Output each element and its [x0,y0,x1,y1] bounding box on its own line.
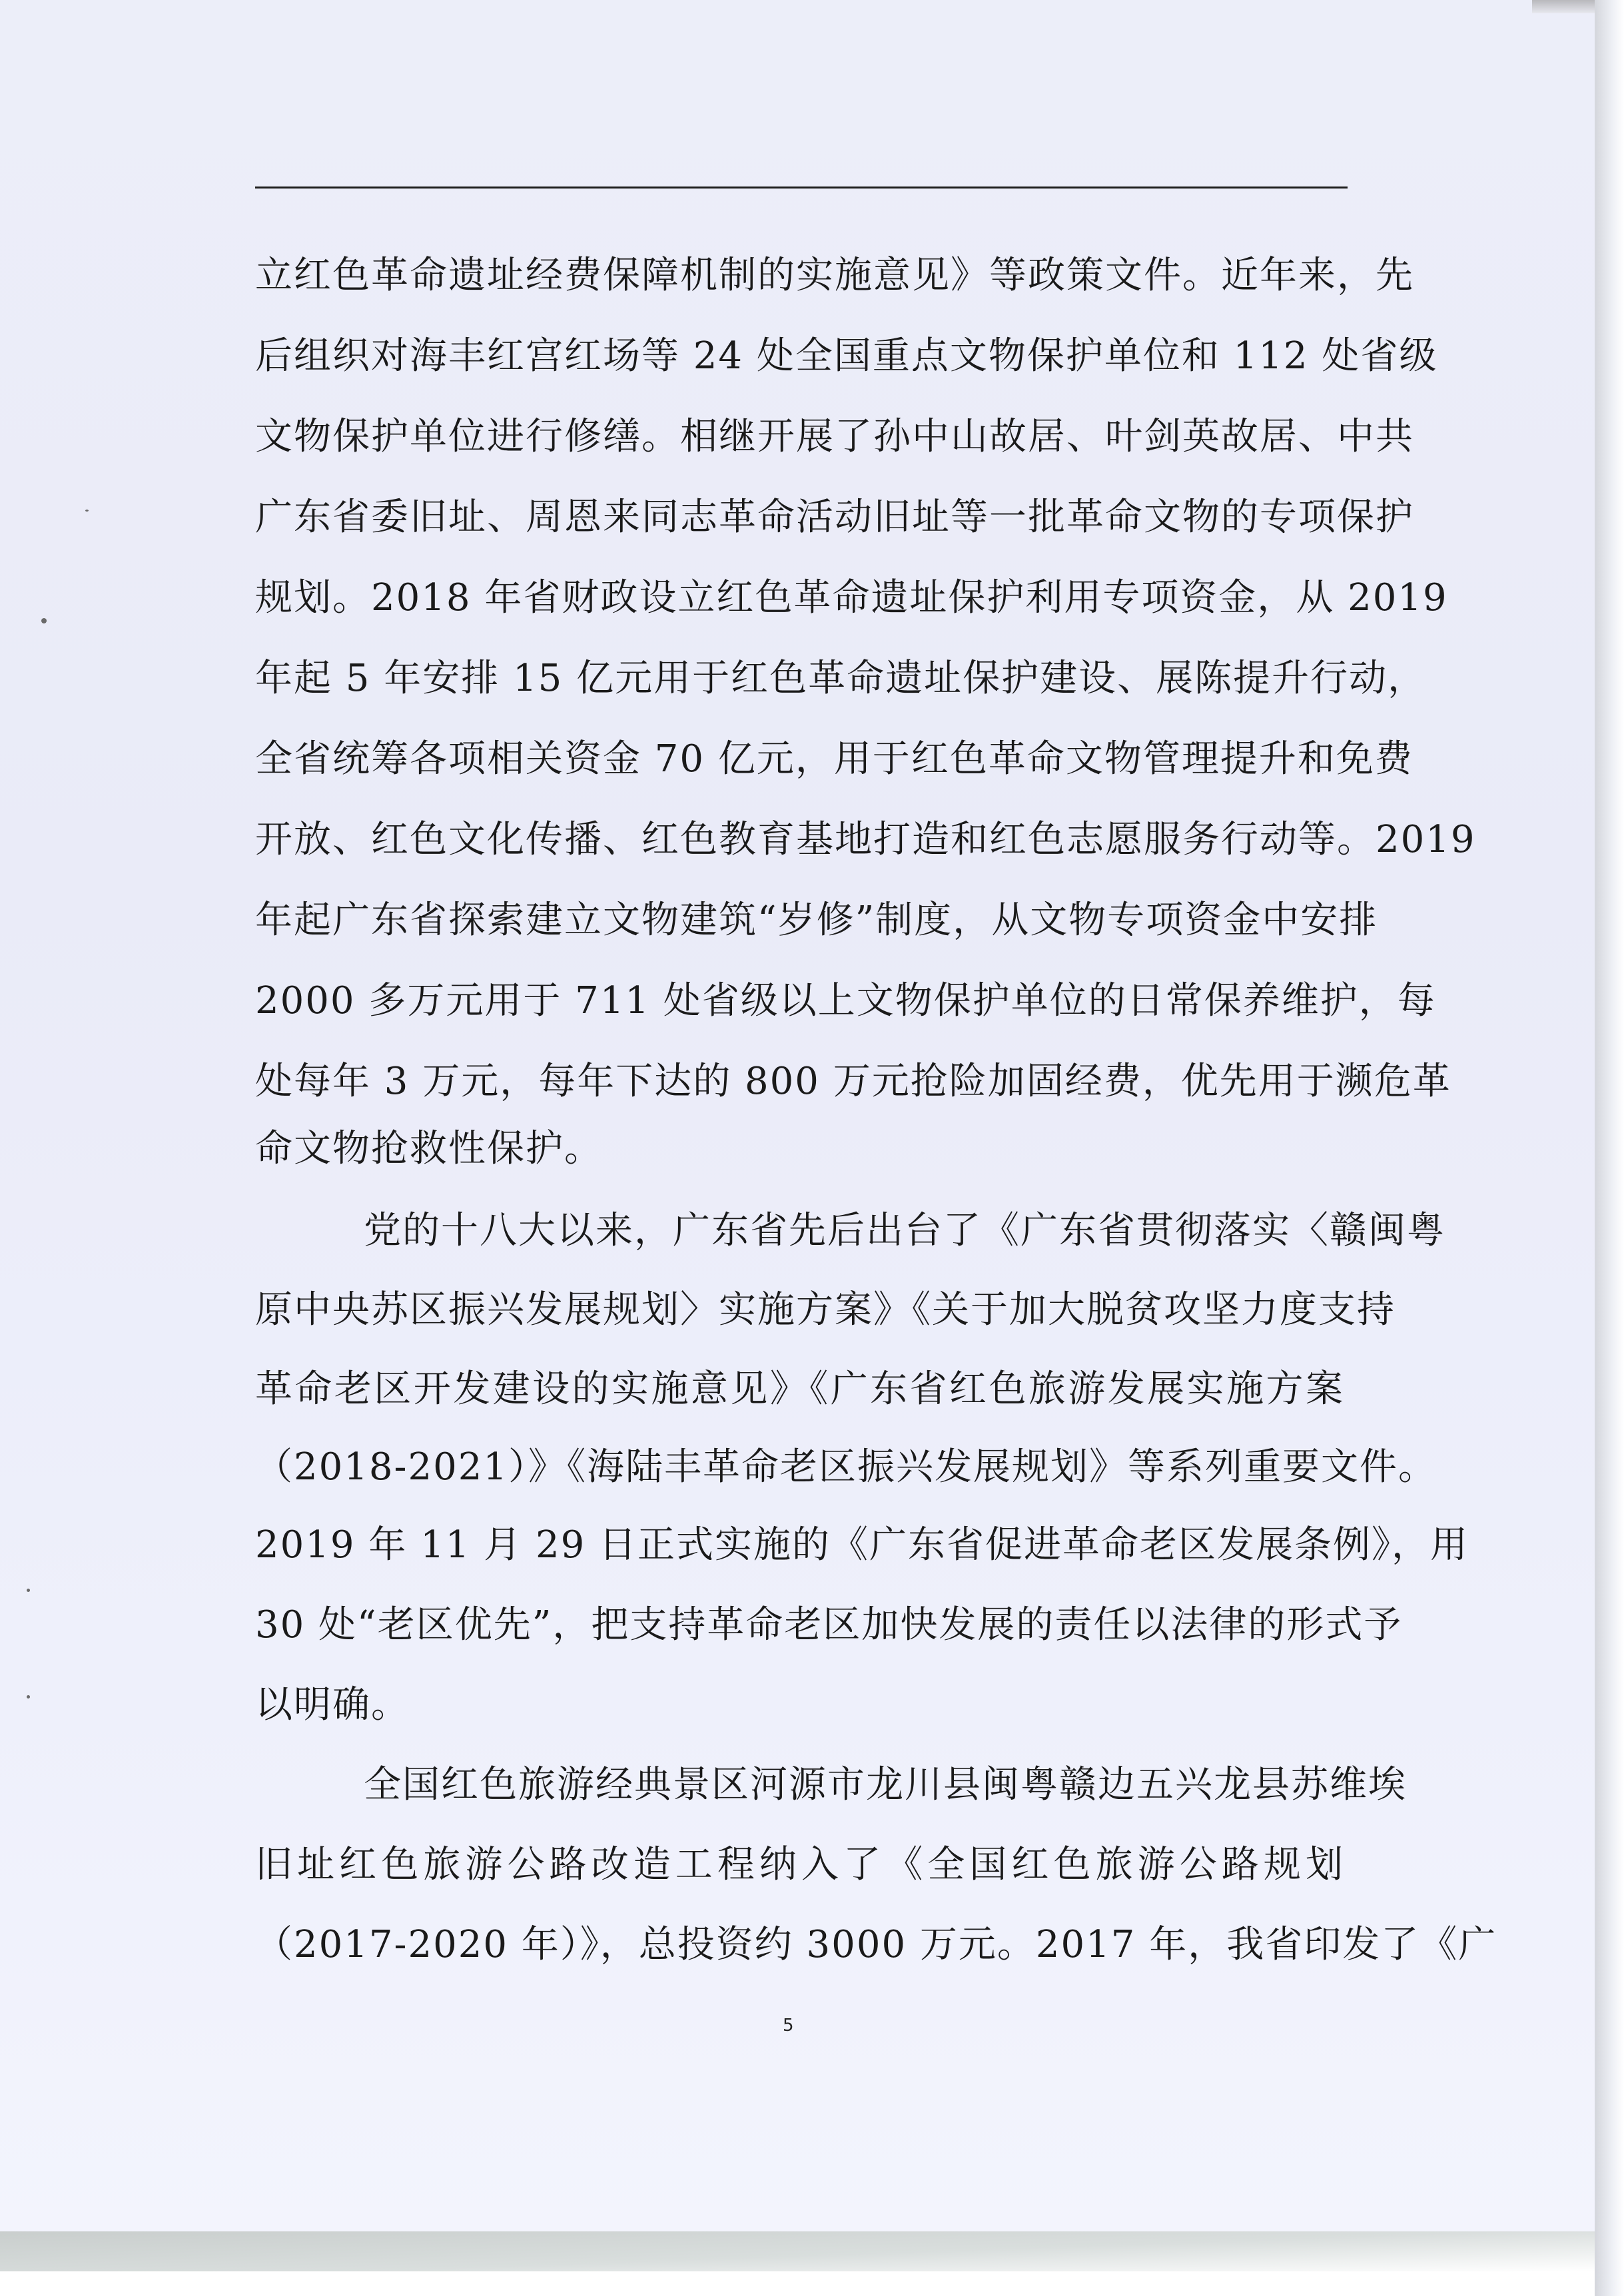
paragraph-1-line-1: 立红色革命遗址经费保障机制的实施意见》等政策文件。近年来，先 [255,254,1414,297]
header-rule [255,187,1348,189]
paragraph-2-line-7: 以明确。 [255,1683,410,1726]
paragraph-3-line-1: 全国红色旅游经典景区河源市龙川县闽粤赣边五兴龙县苏维埃 [364,1763,1407,1806]
scan-speck [85,510,89,512]
paragraph-1-line-2: 后组织对海丰红宫红场等 24 处全国重点文物保护单位和 112 处省级 [255,334,1438,378]
page-top-shadow [1532,0,1595,13]
paragraph-1-line-3: 文物保护单位进行修缮。相继开展了孙中山故居、叶剑英故居、中共 [255,415,1414,458]
paragraph-2-line-3: 革命老区开发建设的实施意见》《广东省红色旅游发展实施方案 [255,1367,1344,1411]
scan-speck [41,618,47,623]
paragraph-3-line-3: （2017-2020 年）》，总投资约 3000 万元。2017 年，我省印发了《广 [255,1923,1497,1966]
paragraph-1-line-9: 年起广东省探索建立文物建筑“岁修”制度，从文物专项资金中安排 [255,899,1378,942]
paragraph-3-line-2: 旧址红色旅游公路改造工程纳入了《全国红色旅游公路规划 [255,1843,1344,1886]
paragraph-2-line-6: 30 处“老区优先”，把支持革命老区加快发展的责任以法律的形式予 [255,1603,1403,1647]
paragraph-1-line-4: 广东省委旧址、周恩来同志革命活动旧址等一批革命文物的专项保护 [255,496,1414,539]
paragraph-1-line-7: 全省统筹各项相关资金 70 亿元，用于红色革命文物管理提升和免费 [255,737,1414,781]
paragraph-1-line-8: 开放、红色文化传播、红色教育基地打造和红色志愿服务行动等。2019 [255,818,1476,861]
paragraph-1-line-6: 年起 5 年安排 15 亿元用于红色革命遗址保护建设、展陈提升行动， [255,657,1427,700]
scan-speck [27,1589,30,1592]
paragraph-2-line-2: 原中央苏区振兴发展规划〉实施方案》《关于加大脱贫攻坚力度支持 [255,1288,1396,1332]
page-number: 5 [783,2016,794,2036]
page-edge [1595,0,1624,2296]
paragraph-1-line-12: 命文物抢救性保护。 [255,1127,603,1170]
paragraph-2-line-5: 2019 年 11 月 29 日正式实施的《广东省促进革命老区发展条例》，用 [255,1523,1469,1567]
paragraph-2-line-1: 党的十八大以来，广东省先后出台了《广东省贯彻落实〈赣闽粤 [364,1209,1445,1252]
paragraph-1-line-10: 2000 多万元用于 711 处省级以上文物保护单位的日常保养维护，每 [255,979,1436,1022]
scan-speck [27,1695,30,1699]
paragraph-1-line-5: 规划。2018 年省财政设立红色革命遗址保护利用专项资金，从 2019 [255,576,1448,619]
paragraph-1-line-11: 处每年 3 万元，每年下达的 800 万元抢险加固经费，优先用于濒危革 [255,1060,1451,1103]
paragraph-2-line-4: （2018-2021）》《海陆丰革命老区振兴发展规划》等系列重要文件。 [255,1445,1437,1489]
